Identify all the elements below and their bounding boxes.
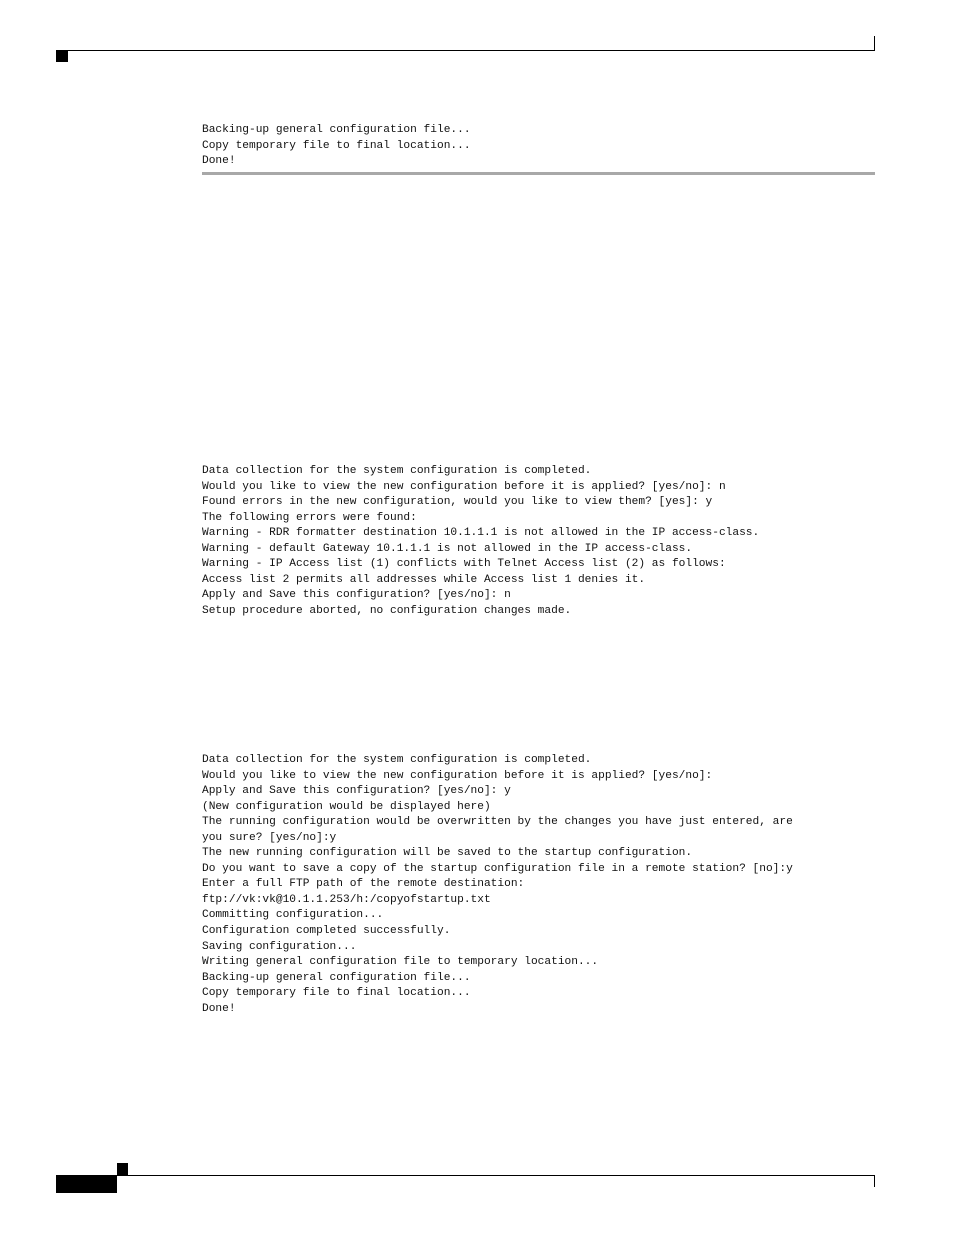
code-line: Data collection for the system configuration is completed. xyxy=(202,465,592,477)
code-line: Found errors in the new configuration, would you like to view them? [yes]: y xyxy=(202,496,713,509)
code-line: Warning - default Gateway 10.1.1.1 is not allowed in the IP access-class. xyxy=(202,542,693,555)
code-example-2 xyxy=(202,464,759,619)
code-line: Data collection for the system configuration is completed. xyxy=(202,754,592,766)
code-line: Access list 2 permits all addresses while Access list 1 denies it. xyxy=(202,573,646,586)
code-line: Committing configuration... xyxy=(202,909,384,922)
code-line: Done! xyxy=(202,155,236,168)
code-line: Would you like to view the new configuration before it is applied? [yes/no]: xyxy=(202,769,713,782)
code-line: Apply and Save this configuration? [yes/no]: y xyxy=(202,785,511,798)
code-line: Apply and Save this configuration? [yes/no]: n xyxy=(202,589,511,602)
header-tick-mark xyxy=(874,36,875,51)
footer-page-tab xyxy=(56,1175,117,1193)
header-corner-mark xyxy=(56,50,68,62)
code-line: Warning - IP Access list (1) conflicts with Telnet Access list (2) as follows: xyxy=(202,558,726,571)
footer-rule xyxy=(56,1175,875,1176)
code-line: Setup procedure aborted, no configuration changes made. xyxy=(202,604,572,617)
footer-corner-mark xyxy=(117,1163,128,1175)
code-example-1 xyxy=(202,123,471,170)
header-rule xyxy=(56,50,875,51)
code-line: The following errors were found: xyxy=(202,511,417,524)
code-line: Copy temporary file to final location... xyxy=(202,987,471,1000)
code-example-3 xyxy=(202,753,793,1017)
footer-tick-mark xyxy=(874,1175,875,1187)
code-line: Backing-up general configuration file... xyxy=(202,124,471,136)
code-line: Do you want to save a copy of the startup configuration file in a remote station? [no]:y xyxy=(202,862,793,875)
code-line: The new running configuration will be saved to the startup configuration. xyxy=(202,847,693,860)
code-line: (New configuration would be displayed here) xyxy=(202,800,491,813)
code-line: Backing-up general configuration file... xyxy=(202,971,471,984)
code-line: Enter a full FTP path of the remote destination: xyxy=(202,878,525,891)
code-block-divider xyxy=(202,172,875,175)
code-line: Writing general configuration file to temporary location... xyxy=(202,956,599,969)
code-line: Copy temporary file to final location... xyxy=(202,139,471,152)
code-line: Done! xyxy=(202,1002,236,1015)
code-line: you sure? [yes/no]:y xyxy=(202,831,337,844)
code-line: The running configuration would be overwritten by the changes you have just entered, are xyxy=(202,816,793,829)
code-line: Would you like to view the new configuration before it is applied? [yes/no]: n xyxy=(202,480,726,493)
code-line: Configuration completed successfully. xyxy=(202,925,451,938)
code-line: ftp://vk:vk@10.1.1.253/h:/copyofstartup.txt xyxy=(202,893,491,906)
code-line: Warning - RDR formatter destination 10.1.1.1 is not allowed in the IP access-class. xyxy=(202,527,760,540)
code-line: Saving configuration... xyxy=(202,940,357,953)
